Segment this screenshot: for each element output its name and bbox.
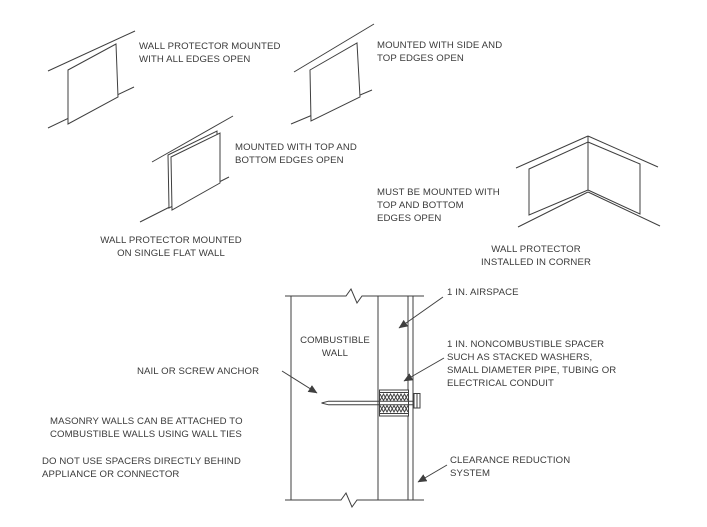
label-side-top-open <box>377 39 502 65</box>
label-line: 1 IN. NONCOMBUSTIBLE SPACER <box>447 339 605 350</box>
label-all-edges-open <box>139 40 281 66</box>
label-line: WALL PROTECTOR MOUNTED <box>139 41 281 52</box>
label-line: ELECTRICAL CONDUIT <box>447 378 554 389</box>
label-airspace: 1 IN. AIRSPACE <box>447 287 519 298</box>
noncombustible-spacer <box>380 390 409 416</box>
label-line: SYSTEM <box>450 468 491 479</box>
caption-flat-wall <box>100 234 242 260</box>
label-line: MOUNTED WITH TOP AND <box>235 142 357 153</box>
note-line: APPLIANCE OR CONNECTOR <box>42 469 180 480</box>
note-spacer-warning <box>42 455 241 481</box>
label-nail-anchor: NAIL OR SCREW ANCHOR <box>137 366 260 377</box>
diagram-all-edges-open <box>48 31 135 128</box>
label-line: SUCH AS STACKED WASHERS, <box>447 352 593 363</box>
label-line: WITH ALL EDGES OPEN <box>139 54 251 65</box>
leader-airspace <box>399 297 443 328</box>
label-line: MUST BE MOUNTED WITH <box>377 187 500 198</box>
label-top-bottom-open <box>235 141 357 167</box>
label-line: TOP AND BOTTOM <box>377 200 464 211</box>
leader-nail <box>282 371 317 393</box>
leader-spacer <box>404 358 444 381</box>
note-line: DO NOT USE SPACERS DIRECTLY BEHIND <box>42 456 241 467</box>
break-symbol-bottom <box>285 493 424 507</box>
diagram-side-top-open <box>291 24 374 124</box>
corner-right-panel <box>588 142 640 214</box>
label-line: MOUNTED WITH SIDE AND <box>377 40 503 51</box>
label-line: BOTTOM EDGES OPEN <box>235 155 344 166</box>
note-masonry-walls <box>50 415 243 441</box>
label-line: COMBUSTIBLE <box>300 335 370 346</box>
label-line: CLEARANCE REDUCTION <box>450 455 571 466</box>
caption-line: ON SINGLE FLAT WALL <box>117 248 225 259</box>
caption-line: WALL PROTECTOR <box>491 244 581 255</box>
label-line: TOP EDGES OPEN <box>377 53 464 64</box>
wall-protector-panel <box>68 44 118 124</box>
note-line: MASONRY WALLS CAN BE ATTACHED TO <box>50 416 243 427</box>
label-noncombustible-spacer <box>447 338 616 390</box>
break-symbol-top <box>285 289 424 303</box>
cross-section <box>282 289 447 507</box>
label-combustible-wall <box>300 334 370 360</box>
label-line: SMALL DIAMETER PIPE, TUBING OR <box>447 365 617 376</box>
leader-clearance <box>418 465 447 482</box>
label-clearance-system <box>450 454 570 480</box>
label-line: EDGES OPEN <box>377 213 442 224</box>
label-corner-note <box>377 186 500 225</box>
corner-left-panel <box>529 142 588 215</box>
wall-protector-panel <box>310 43 360 121</box>
caption-line: WALL PROTECTOR MOUNTED <box>100 235 242 246</box>
label-line: WALL <box>321 348 349 359</box>
caption-line: INSTALLED IN CORNER <box>481 257 591 268</box>
diagram-top-bottom-open <box>140 116 233 222</box>
diagram-corner <box>516 136 660 227</box>
note-line: COMBUSTIBLE WALLS USING WALL TIES <box>50 429 242 440</box>
wall-protector-panel <box>171 133 220 210</box>
caption-corner <box>481 243 591 269</box>
